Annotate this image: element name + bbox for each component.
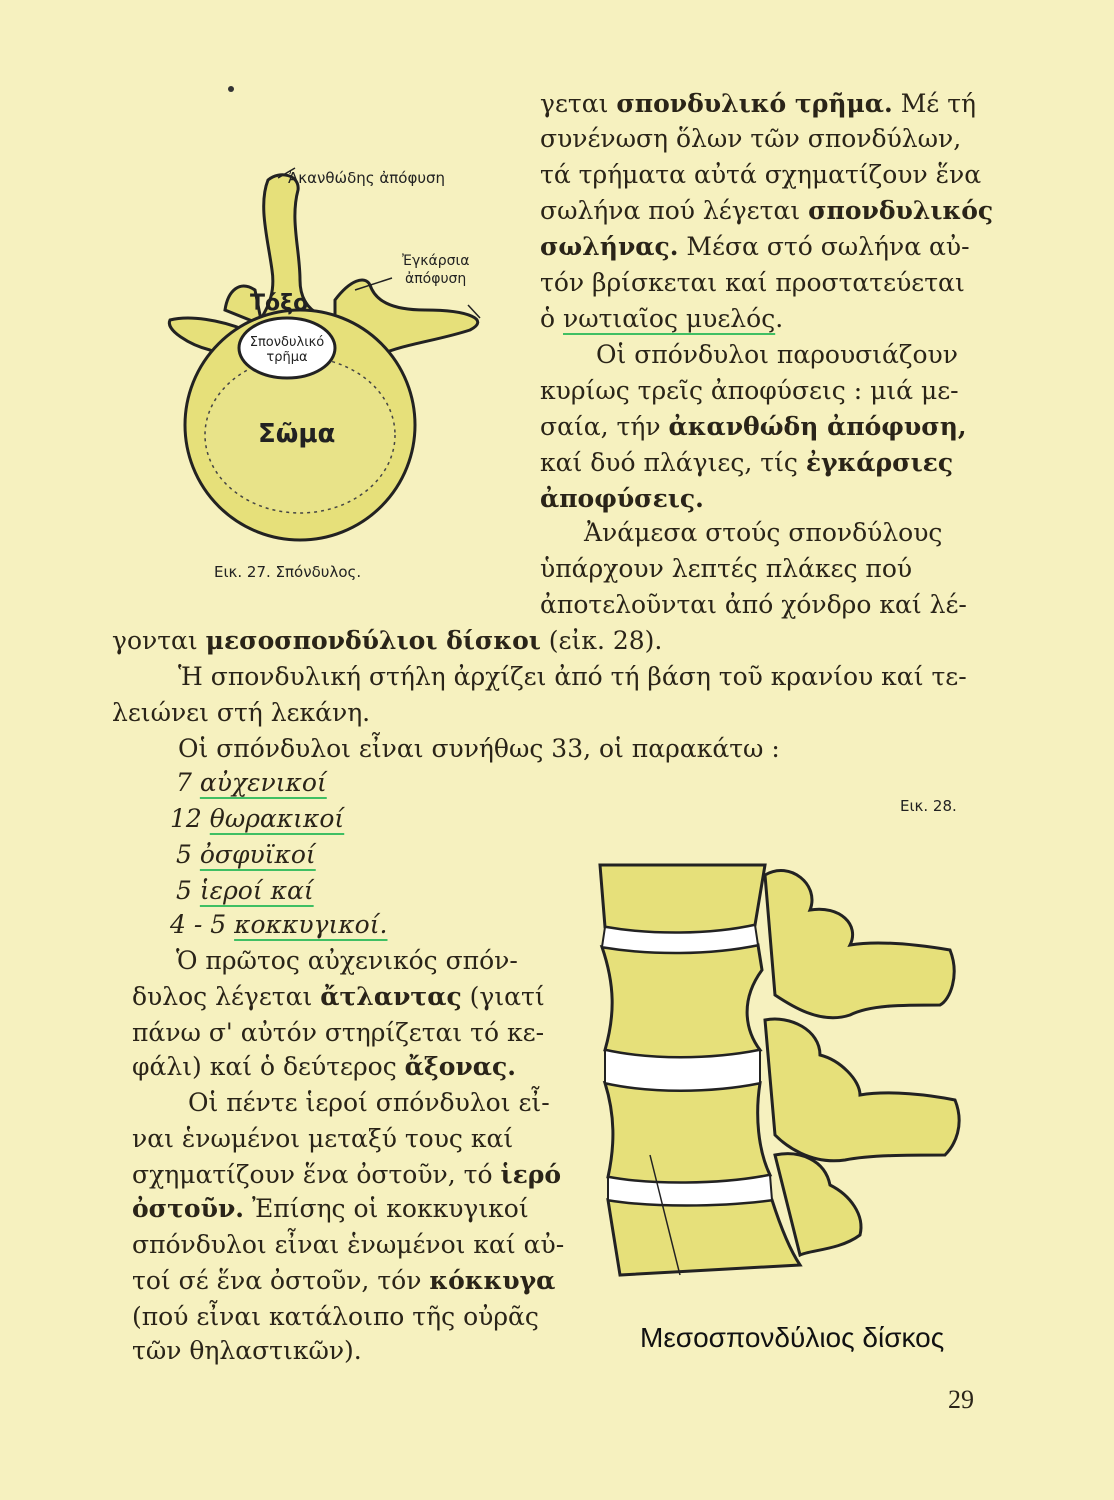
label-arch: Τόξο <box>250 291 309 316</box>
label-transverse-2: ἀπόφυση <box>405 271 467 287</box>
label-spinous: Ἀκανθώδης ἀπόφυση <box>288 169 446 187</box>
text-line: (πού εἶναι κατάλοιπο τῆς οὐρᾶς <box>132 1302 539 1331</box>
figure27-caption: Εικ. 27. Σπόνδυλος. <box>214 563 362 581</box>
label-body: Σῶμα <box>258 419 336 449</box>
list-item: 12 θωρακικοί <box>170 804 345 833</box>
text-line: Ὁ πρῶτος αὐχενικός σπόν- <box>176 946 518 975</box>
text-line: ἀποτελοῦνται ἀπό χόνδρο καί λέ- <box>540 590 967 619</box>
label-foramen-1: Σπονδυλικό <box>249 335 325 350</box>
text-line: σωλήνας. Μέσα στό σωλήνα αὐ- <box>540 232 970 261</box>
text-line: τοί σέ ἕνα ὀστοῦν, τόν κόκκυγα <box>132 1266 556 1295</box>
figure-vertebra <box>150 150 510 570</box>
text-line: σχηματίζουν ἕνα ὀστοῦν, τό ἱερό <box>132 1160 562 1189</box>
label-transverse-1: Ἐγκάρσια <box>402 253 470 269</box>
text-line: σπόνδυλοι εἶναι ἑνωμένοι καί αὐ- <box>132 1230 565 1259</box>
text-line: ὑπάρχουν λεπτές πλάκες πού <box>540 554 913 583</box>
text-line: Ἀνάμεσα στούς σπονδύλους <box>584 518 943 547</box>
list-item: 5 ἱεροί καί <box>176 876 314 905</box>
text-line: ναι ἑνωμένοι μεταξύ τους καί <box>132 1124 514 1153</box>
text-line: φάλι) καί ὁ δεύτερος ἄξονας. <box>132 1052 516 1081</box>
text-line: Οἱ σπόνδυλοι παρουσιάζουν <box>596 340 958 369</box>
text-line: τῶν θηλαστικῶν). <box>132 1336 362 1365</box>
text-line: κυρίως τρεῖς ἀποφύσεις : μιά με- <box>540 376 959 405</box>
text-line: συνένωση ὅλων τῶν σπονδύλων, <box>540 124 962 153</box>
text-line: γεται σπονδυλικό τρῆμα. Μέ τή <box>540 89 977 118</box>
page-number: 29 <box>948 1385 974 1414</box>
figure28-caption: Εικ. 28. <box>900 797 957 815</box>
text-line: σαία, τήν ἀκανθώδη ἀπόφυση, <box>540 412 967 441</box>
printer-dot <box>228 86 234 92</box>
text-line: ὁ νωτιαῖος μυελός. <box>540 304 784 333</box>
list-item: 4 - 5 κοκκυγικοί. <box>170 910 388 939</box>
text-line: πάνω σ' αὐτόν στηρίζεται τό κε- <box>132 1018 545 1047</box>
text-line: λειώνει στή λεκάνη. <box>112 698 371 727</box>
list-item: 5 ὀσφυϊκοί <box>176 840 316 869</box>
text-line: σωλήνα πού λέγεται σπονδυλικός <box>540 196 994 225</box>
text-line: Οἱ σπόνδυλοι εἶναι συνήθως 33, οἱ παρακάτω : <box>178 734 780 763</box>
text-line: καί δυό πλάγιες, τίς ἐγκάρσιες <box>540 448 954 477</box>
text-line: Οἱ πέντε ἱεροί σπόνδυλοι εἶ- <box>188 1088 550 1117</box>
text-line: Ἡ σπονδυλική στήλη ἀρχίζει ἀπό τή βάση τοῦ κρανίου καί τε- <box>178 662 967 691</box>
list-item: 7 αὐχενικοί <box>176 768 327 797</box>
text-line: ὀστοῦν. Ἐπίσης οἱ κοκκυγικοί <box>132 1194 529 1223</box>
figure-spine-segment <box>590 855 990 1295</box>
disk-label: Μεσοσπονδύλιος δίσκος <box>640 1322 945 1353</box>
text-line: γονται μεσοσπονδύλιοι δίσκοι (εἰκ. 28). <box>112 626 663 655</box>
text-line: τόν βρίσκεται καί προστατεύεται <box>540 268 965 297</box>
text-line: ἀποφύσεις. <box>540 484 704 513</box>
text-line: δυλος λέγεται ἄτλαντας (γιατί <box>132 982 545 1011</box>
label-foramen-2: τρῆμα <box>266 350 308 365</box>
text-line: τά τρήματα αὐτά σχηματίζουν ἕνα <box>540 160 982 189</box>
